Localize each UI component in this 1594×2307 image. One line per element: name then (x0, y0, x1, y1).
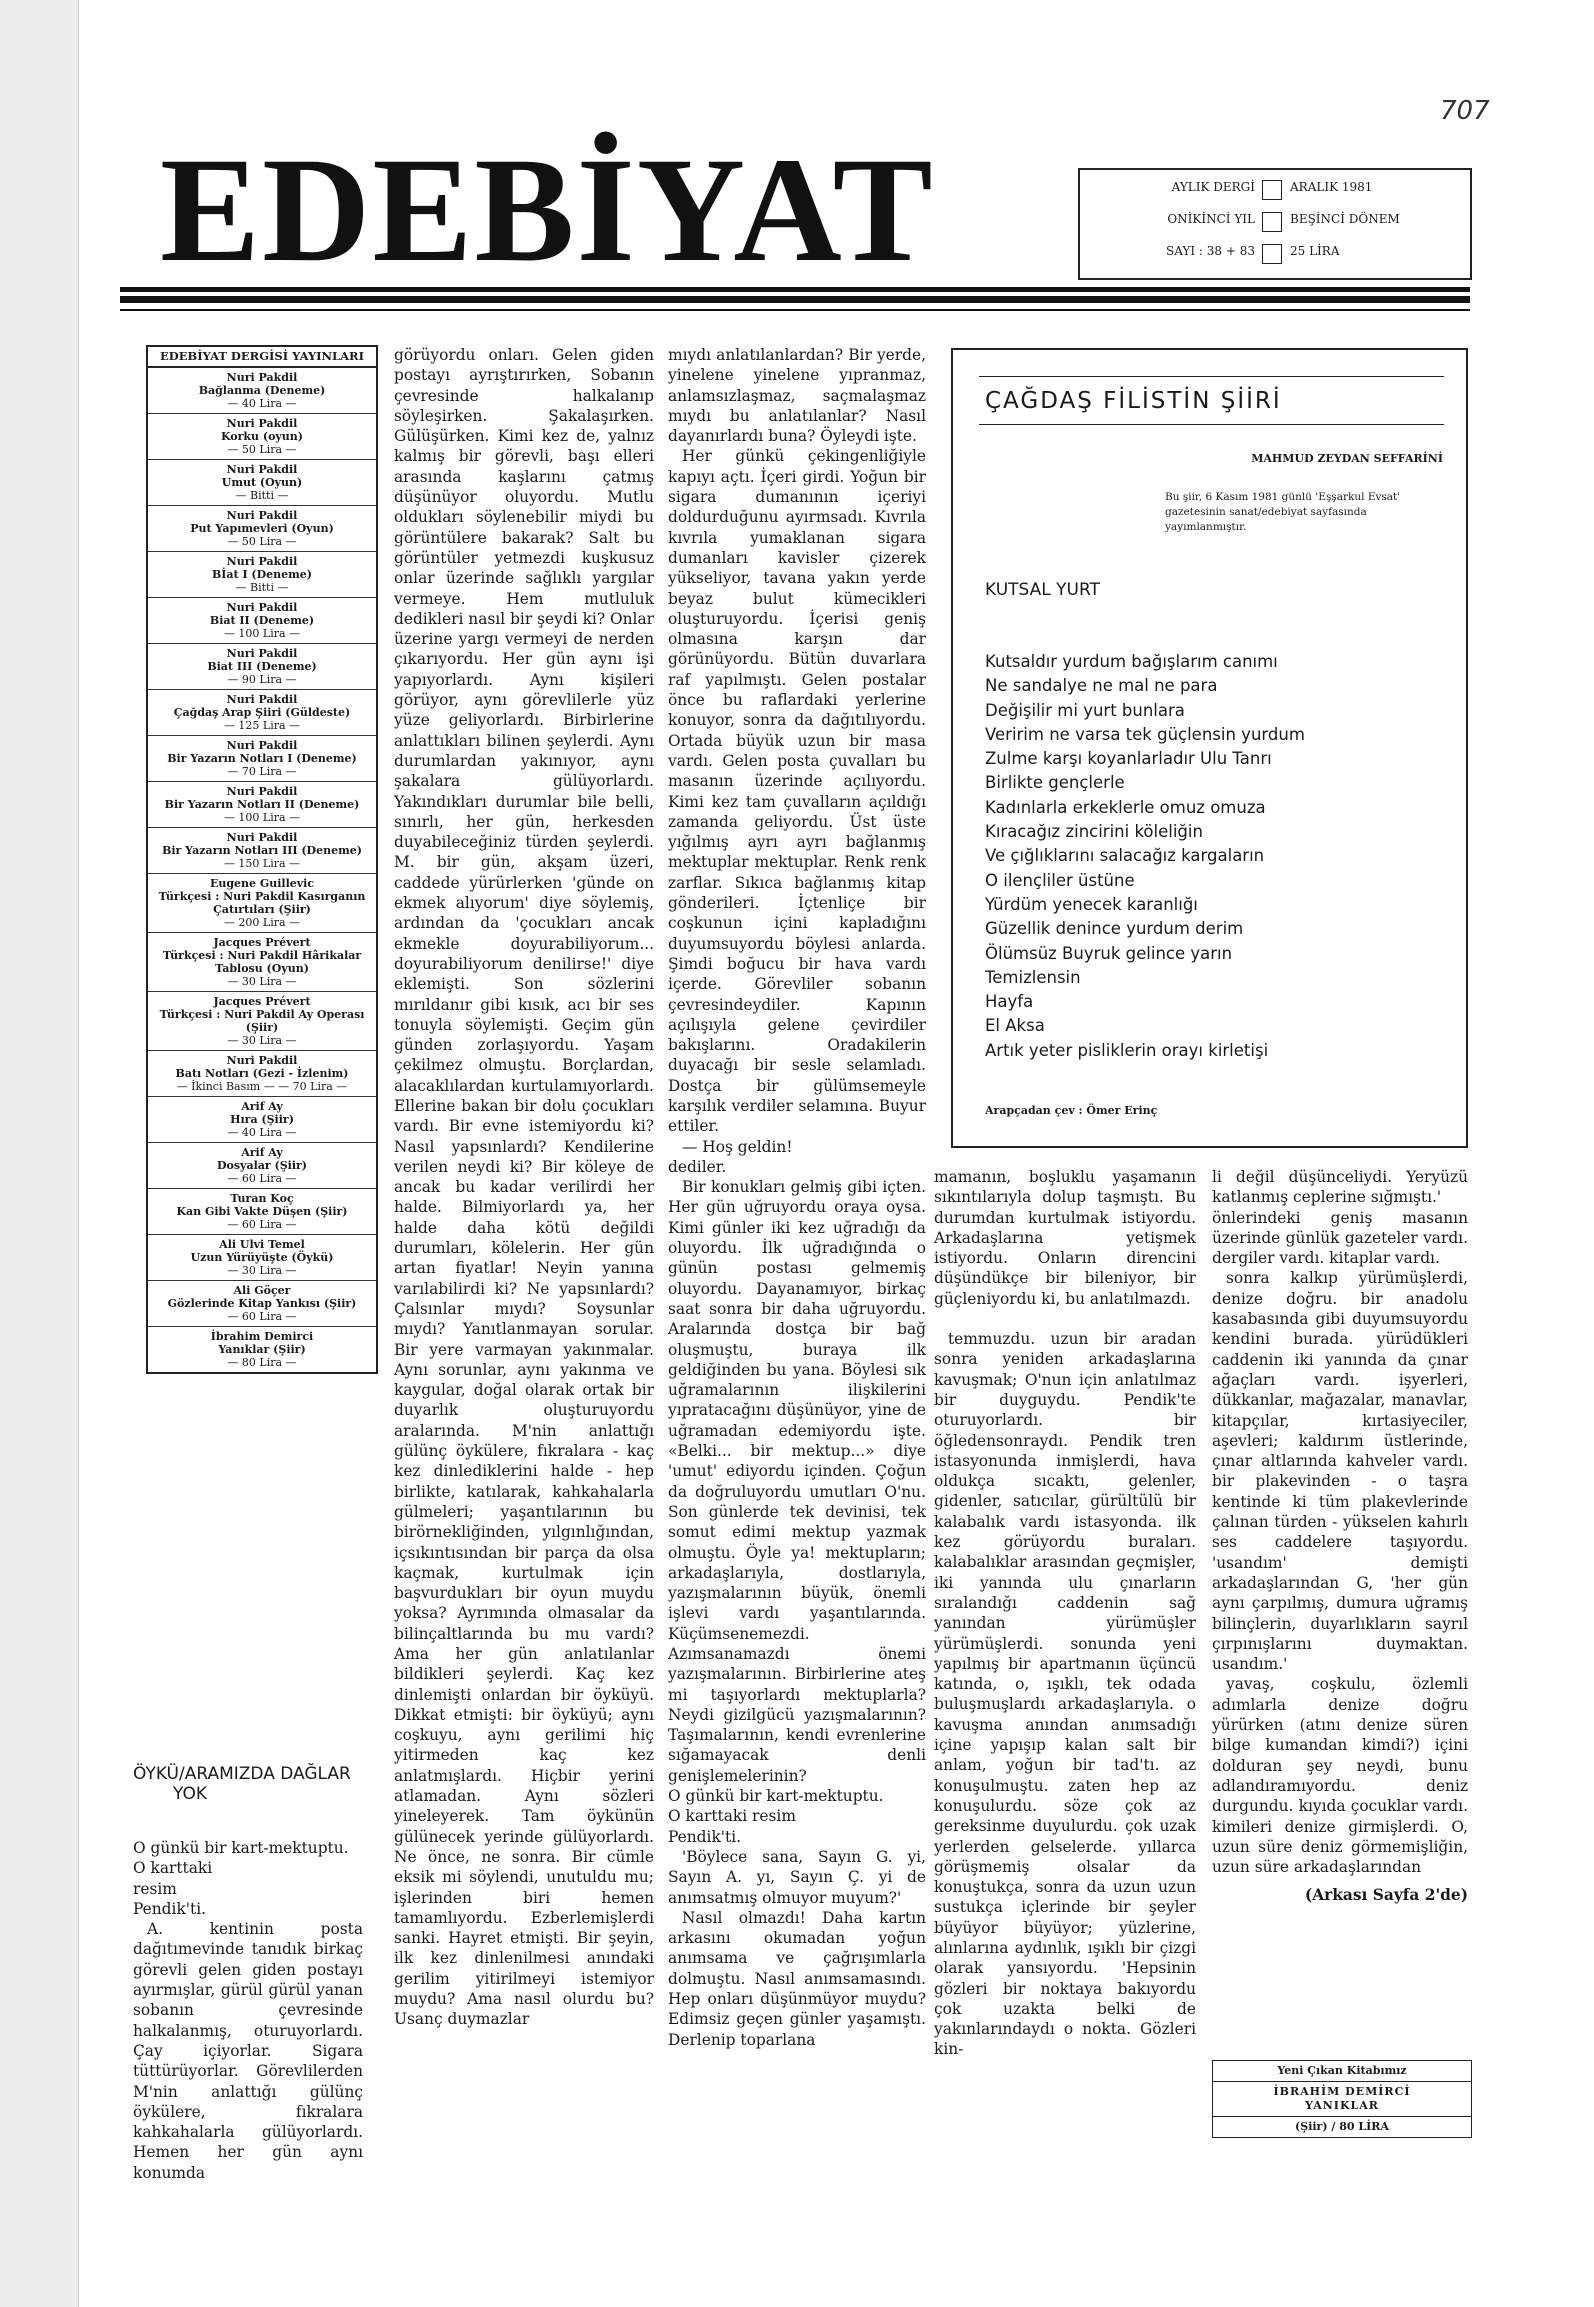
publication-item (148, 414, 376, 460)
publication-title: Çağdaş Arap Şiiri (Güldeste) (173, 706, 351, 719)
poem-rule (979, 376, 1444, 377)
publication-author: Eugene Guillevic (209, 877, 315, 890)
publication-title: Bir Yazarın Notları III (Deneme) (162, 844, 362, 857)
publication-title: Türkçesi : Nuri Pakdil Ay Operası (Şiir) (159, 1008, 365, 1034)
publication-title: Yanıklar (Şiir) (218, 1343, 306, 1356)
publication-price: — 100 Lira — (223, 811, 301, 824)
publication-price: — 150 Lira — (223, 857, 301, 870)
book-ad-heading: Yeni Çıkan Kitabımız (1213, 2061, 1471, 2082)
poem-line: El Aksa (985, 1016, 1045, 1036)
publication-author: Nuri Pakdil (226, 555, 298, 568)
publication-title: Umut (Oyun) (221, 476, 303, 489)
masthead-rule (120, 309, 1470, 311)
publication-price: — Bitti — (235, 581, 289, 594)
publication-title: Uzun Yürüyüşte (Öykü) (190, 1251, 334, 1264)
story-paragraph: önlerindeki geniş masanın üzerinde günlük gazeteler vardı. dergiler vardı. kitaplar vardı. (1212, 1208, 1468, 1268)
story-paragraph: O günkü bir kart-mektuptu. (668, 1787, 884, 1806)
poem-lines (985, 650, 1455, 1063)
publication-author: Jacques Prévert (213, 936, 311, 949)
issue-info-left: AYLIK DERGİ (1171, 180, 1255, 194)
story-title-line: YOK (173, 1784, 207, 1804)
publication-item (148, 1051, 376, 1097)
publication-title: Dosyalar (Şiir) (216, 1159, 308, 1172)
publication-item (148, 992, 376, 1051)
poem-section-title: ÇAĞDAŞ FİLİSTİN ŞİİRİ (985, 388, 1282, 414)
issue-info-row (1080, 244, 1470, 268)
masthead-rule (120, 296, 1470, 303)
story-paragraph: resim (133, 1879, 177, 1898)
story-paragraph: sonra kalkıp yürümüşlerdi, denize doğru. bir anadolu kasabasında gibi duyumsuyordu kendini burada. yürüdükleri caddenin iki yanında da çınar ağaçları vardı. işyerleri, dükkanlar, mağazalar, manavlar, kitapçılar, kırtasiyeciler, aşevleri; kaldırım üstlerinde, çınar altlarında kahveler vardı. bir plakevinden - o taşra kentinde ki tüm plakevlerinde çalınan türden - yükselen kahırlı ses caddelere taşıyordu. 'usandım' demişti arkadaşlarından G, 'her gün aynı çarpılmış, dumura uğramış bilinçlerin, duyarlıkların sayrıl çırpınışlarını duymaktan. usandım.' (1212, 1269, 1468, 1674)
poem-rule (979, 424, 1444, 425)
publication-item (148, 644, 376, 690)
publication-price: — 40 Lira — (227, 397, 297, 410)
poem-line: Veririm ne varsa tek güçlensin yurdum (985, 724, 1305, 744)
book-ad (1212, 2060, 1472, 2138)
poem-line: Ölümsüz Buyruk gelince yarın (985, 943, 1233, 963)
publication-price: — Bitti — (235, 489, 289, 502)
publication-item (148, 874, 376, 933)
story-paragraph: O karttaki (133, 1859, 213, 1878)
poem-box (951, 348, 1468, 1148)
publication-author: Nuri Pakdil (226, 601, 298, 614)
poem-line: Kadınlarla erkeklerle omuz omuza (985, 797, 1266, 817)
story-paragraph: yavaş, coşkulu, özlemli adımlarla denize doğru yürürken (atını denize süren bilge kumandan kimdi?) içini dolduran şey neydi, bunu adlandıramıyordu. deniz durgundu. kıyıda çocuklar vardı. kimileri denize girmişlerdi. O, uzun süre deniz görmemişliğin, uzun süre arkadaşlarından (1212, 1675, 1468, 1877)
publication-author: Nuri Pakdil (226, 693, 298, 706)
publication-author: Nuri Pakdil (226, 371, 298, 384)
publication-item (148, 460, 376, 506)
publication-item (148, 690, 376, 736)
publication-item (148, 828, 376, 874)
poem-line: Artık yeter pisliklerin orayı kirletişi (985, 1040, 1269, 1060)
publication-title: Biat II (Deneme) (209, 614, 315, 627)
story-paragraph: A. kentinin posta dağıtımevinde tanıdık birkaç görevli gelen giden postayı ayırmışlar, gürül gürül yanan sobanın çevresinde halkalanmış, oturuyorlardı. Çay içiyorlar. Sigara tüttürüyorlar. Görevlilerden M'nin anlattığı gülünç öykülere, fıkralara kahkahalarla gülüyorlardı. Hemen her gün aynı konumda (133, 1920, 363, 2182)
issue-info-left: SAYI : 38 + 83 (1166, 244, 1255, 258)
issue-info-box (1078, 168, 1472, 280)
poem-line: Kıracağız zincirini köleliğin (985, 822, 1203, 842)
publication-title: Hıra (Şiir) (230, 1113, 294, 1126)
publication-item (148, 1097, 376, 1143)
poem-line: Kutsaldır yurdum bağışlarım canımı (985, 652, 1278, 671)
poem-line: Birlikte gençlerle (985, 773, 1125, 793)
story-paragraph: dediler. (668, 1157, 727, 1176)
poem-line: Zulme karşı koyanlarladır Ulu Tanrı (985, 749, 1272, 769)
publication-author: Nuri Pakdil (226, 785, 298, 798)
publication-title: Gözlerinde Kitap Yankısı (Şiir) (167, 1297, 357, 1310)
checkbox-square-icon (1262, 180, 1282, 200)
masthead-title: EDEBİYAT (160, 127, 935, 293)
poem-title: KUTSAL YURT (985, 580, 1100, 600)
story-title (133, 1764, 363, 1804)
publication-author: Nuri Pakdil (226, 509, 298, 522)
story-column-3 (668, 345, 926, 2050)
masthead-rule (120, 287, 1470, 292)
page-number: 707 (1440, 96, 1490, 126)
poem-line: Hayfa (985, 992, 1034, 1012)
issue-info-right: BEŞİNCİ DÖNEM (1290, 212, 1400, 226)
poem-note: Bu şiir, 6 Kasım 1981 günlü 'Eşşarkul Evsat' gazetesinin sanat/edebiyat sayfasında yayımlanmıştır. (1165, 491, 1401, 533)
publication-title: Put Yapımevleri (Oyun) (190, 522, 334, 535)
publication-price: — 30 Lira — (227, 1264, 297, 1277)
publication-author: Ali Göçer (233, 1284, 291, 1297)
publication-item (148, 598, 376, 644)
poem-line: Değişilir mi yurt bunlara (985, 700, 1185, 720)
story-paragraph: 'Böylece sana, Sayın G. yi, Sayın A. yı, Sayın Ç. yi de anımsatmış olmuyor muyum?' (668, 1847, 926, 1907)
publication-author: Arif Ay (241, 1100, 283, 1113)
publication-item (148, 552, 376, 598)
poem-line: Ve çığlıklarını salacağız kargaların (985, 846, 1265, 866)
checkbox-square-icon (1262, 212, 1282, 232)
publication-price: — 50 Lira — (227, 535, 297, 548)
story-column-5 (1212, 1167, 1468, 1906)
publication-title: Bir Yazarın Notları II (Deneme) (164, 798, 360, 811)
book-ad-price: (Şiir) / 80 LİRA (1295, 2120, 1389, 2133)
publication-title: Bağlanma (Deneme) (198, 384, 326, 397)
publication-title: Bir Yazarın Notları I (Deneme) (167, 752, 357, 765)
publication-price: — 50 Lira — (227, 443, 297, 456)
story-title-line: ÖYKÜ/ARAMIZDA DAĞLAR (133, 1764, 351, 1784)
publication-title: Kan Gibi Vakte Düşen (Şiir) (176, 1205, 348, 1218)
poem-translator: Arapçadan çev : Ömer Erinç (985, 1104, 1158, 1117)
publication-author: Nuri Pakdil (226, 463, 298, 476)
publication-author: Nuri Pakdil (226, 647, 298, 660)
story-paragraph: temmuzdu. uzun bir aradan sonra yeniden arkadaşlarına kavuşmak; O'nun için anlatılmaz bir duyguydu. Pendik'te oturuyorlardı. bir öğledensonraydı. Pendik tren istasyonunda inmişlerdi, hava oldukça sıcaktı, gelenler, gidenler, satıcılar, gürültülü bir kalabalık vardı istasyonda. ilk kez görüyordu buraları. kalabalıklar arasından geçmişler, iki yanında ulu çınarların sıralandığı caddenin sağ yanından yürümüşler yürümüşlerdi. sonunda yeni yapılmış bir apartmanın üçüncü katında, o, ışıklı, tek odada buluşmuşlardı arkadaşlarıyla. o kavuşma anından anımsadığı içine yapışıp kalan salt bir anlam, yoğun bir tad'tı. az konuşulmuştu. zaten hep az konuşulurdu. söze çok az gereksinme duyulurdu. çok uzak yerlerden gelselerde. yıllarca görüşmemiş olsalar da konuştukça, sonra da uzun uzun sustukça içlerinde bir şeyler büyüyor büyüyor; yüzlerine, alınlarına aydınlık, ışıklı bir çizgi olarak yansıyordu. 'Hepsinin gözleri bir noktaya bakıyordu çok uzakta belki de yakınlarındaydı o nokta. Gözleri kin- (934, 1330, 1196, 2059)
publication-title: Batı Notları (Gezi - İzlenim) (175, 1067, 349, 1080)
issue-info-row (1080, 212, 1470, 236)
story-paragraph: Bir konukları gelmiş gibi içten. Her gün uğruyordu oraya oysa. Kimi günler iki kez uğradığı da oluyordu. İlk uğradığında o günün postası gelmemiş oluyordu. Dayanamıyor, birkaç saat sonra bir daha uğruyordu. Aralarında dostça bir bağ oluşmuştu, buraya ilk geldiğinden bu yana. Böylesi sık uğramalarının ilişkilerini yıpratacağını düşünüyor, yine de uğramadan edemiyordu işte. «Belki... bir mektup...» diye 'umut' ediyordu içinden. Çoğun da doğruluyordu umutları O'nu. Son günlerde tek devinisi, tek somut edimi mektup yazmak olmuştu. Öyle ya! mektupların; arkadaşlarıyla, dostlarıyla, yazışmalarının büyük, önemli işlevi vardı yaşantılarında. Küçümsenemezdi. Azımsanamazdı önemi yazışmalarının. Birbirlerine ateş mi taşıyorlardı mektuplarla? Neydi gizilgücü yazışmalarının? Taşımalarının, kendi evrenlerine sığamayacak denli genişlemelerinin? (668, 1178, 926, 1785)
issue-info-right: 25 LİRA (1290, 244, 1340, 258)
story-paragraph: mıydı anlatılanlardan? Bir yerde, yinelene yinelene yıpranmaz, anlamsızlaşmaz, saçmalaşmaz mıydı bu anlatılanlar? Nasıl dayanırlardı buna? Öyleydi işte. (668, 346, 926, 446)
publication-price: — 70 Lira — (227, 765, 297, 778)
publication-item (148, 368, 376, 414)
publication-author: Arif Ay (241, 1146, 283, 1159)
story-paragraph: görüyordu onları. Gelen giden postayı ayrıştırırken, Sobanın çevresinde halkalanıp söyleşirken. Şakalaşırken. Gülüşürken. Kimi kez de, yalnız kalmış bir görevli, başı elleri arasında kaşlarını çatmış düşünüyor oluyordu. Mutlu oldukları söylenebilir miydi bu görüntülere bakarak? Salt bu görüntüler yetmezdi kuşkusuz onlar üzerinde sağlıklı yargılar vermeye. Hem mutluluk dedikleri nasıl bir şeydi ki? Onlar üzerine yargı vermeyi de nerden çıkarıyordu. Her gün aynı işi yapıyorlardı. Aynı kişileri görüyor, aynı görevlilerle yüz yüze geliyorlardı. Birbirlerine anlattıkları bilinen şeylerdi. Aynı durumlardan yakınıyor, aynı şakalara gülüyorlardı. Yakındıkları durumlar bile belli, sınırlı, her gün, herkesden duyabileceğiniz türden şeylerdi. M. bir gün, akşam üzeri, caddede yürürlerken 'günde on ekmek alıyorum' diye söylemiş, ardından da 'çocukları ancak ekmekle doyurabiliyorum... doyurabiliyorum denilirse!' diye eklemişti. Son sözlerini mırıldanır gibi kısık, acı bir ses tonuyla söylemişti. Geçim gün günden zorlaşıyordu. Yaşam çekilmez olmuştu. Borçlardan, alacaklılardan kurtulamıyorlardı. Ellerine bakan bir dolu çocukları vardı. Bir evne istemiyordu ki? Nasıl yapsınlardı? Kendilerine verilen neydi ki? Bir köleye de ancak bu kadar verilirdi her halde. Bilmiyorlardı ya, her halde daha kötü değildi durumları, kölelerin. Her gün artan fiyatlar! Neyin yanına varılabilirdi ki? Ne yapsınlardı? Çalsınlar mıydı? Soysunlar mıydı? Yanıtlanmayan sorular. Bir yere varmayan yakınmalar. Aynı sorunlar, aynı yakınma ve kaygular, doğal olarak ortak bir duyarlık oluşturuyordu aralarında. M'nin anlattığı gülünç öykülere, fıkralara - kaç kez dinlediklerini halde - hep birlikte, katılarak, kahkahalarla gülmeleri; yaşantılarının bu birörnekliğinden, yılgınlığından, içsıkıntısından bir parça da olsa kaçmak, kurtulmak için başvurdukları bir oyun muydu yoksa? Ayrımında olmasalar da bilinçaltlarında bu mu vardı? Ama her gün anlatılanlar bildikleri şeylerdi. Kaç kez dinlemişti onlardan bir öyküyü. Dikkat etmişti: bir öyküyü; aynı coşkuyu, aynı gerilimi hiç yitirmeden kaç kez anlatmışlardı. Hiçbir yerini atlamadan. Aynı sözleri yineleyerek. Tam öykünün gülünecek yerinde gülüyorlardı. Ne önce, ne sonra. Bir cümle eksik mi söylendi, unutuldu mu; işlerinden biri hemen tamamlıyordu. Ezberlemişlerdi sanki. Hayret etmişti. Bir şeyin, ilk kez dinlenilmesi anındaki gerilim yitirilmeyi istemiyor muydu? Ama nasıl olurdu bu? Usanç duymazlar (394, 346, 654, 2029)
book-ad-author: İBRAHİM DEMİRCİ (1273, 2085, 1411, 2098)
story-paragraph: Her günkü çekingenliğiyle kapıyı açtı. İçeri girdi. Yoğun bir sigara dumanının içeriyi doldurduğunu ayırmsadı. Kıvrıla kıvrıla yumaklanan sigara dumanları kavisler çizerek yükseliyor, tavana yakın yerde beyaz bulut kümecikleri oluşturuyordu. İçerisi geniş olmasına karşın dar görünüyordu. Bütün duvarlara raf yapılmıştı. Gelen postalar önce bu raflardaki yerlerine konuyor, sonra da dağıtılıyordu. Ortada büyük uzun bir masa vardı. Gelen posta çuvalları bu masanın üzerinde açılıyordu. Kimi kez tam çuvalların açıldığı zamanda geliyordu. Üst üste yığılmış ayrı ayrı bağlanmış mektuplar mektuplar. Renk renk zarflar. Sıkıca bağlanmış kitap gönderileri. İçtenliçe bir coşkunun içini kapladığını duyumsuyordu böylesi anlarda. Şimdi boğucu bir hava vardı içerde. Görevliler sobanın çevresindeydiler. Kapının açılışıyla gelene çevirdiler bakışlarını. Oradakilerin duyacağı bir sesle selamladı. Dostça bir gülümsemeyle karşılık verdiler selamına. Buyur ettiler. (668, 447, 926, 1136)
story-paragraph: Pendik'ti. (133, 1899, 207, 1918)
story-paragraph: Pendik'ti. (668, 1827, 742, 1846)
publication-item (148, 1143, 376, 1189)
publication-price: — İkinci Basım — — 70 Lira — (176, 1080, 348, 1093)
publications-list (146, 345, 378, 1374)
publication-item (148, 506, 376, 552)
story-paragraph: mamanın, boşluklu yaşamanın sıkıntılarıyla dolup taşmıştı. Bu durumdan kurtulmak istiyordu. Arkadaşlarına yetişmek istiyordu. Onların direncini düşündükçe bir bileniyor, bir güçleniyordu ki, bu anlatılmazdı. (934, 1168, 1196, 1308)
poem-line: Temizlensin (985, 967, 1081, 987)
publication-author: Ali Ulvi Temel (219, 1238, 305, 1251)
publication-author: Turan Koç (230, 1192, 294, 1205)
publication-price: — 80 Lira — (227, 1356, 297, 1369)
publication-author: Nuri Pakdil (226, 417, 298, 430)
story-paragraph: Nasıl olmazdı! Daha kartın arkasını okumadan yoğun anımsama ve çağrışımlarla dolmuştu. Nasıl anımsamasındı. Hep onları düşünmüyor muydu? Edimsiz geçen günler yaşamıştı. Derlenip toparlana (668, 1908, 926, 2049)
issue-info-right: ARALIK 1981 (1290, 180, 1373, 194)
publication-item (148, 1327, 376, 1372)
story-paragraph: li değil düşünceliydi. Yeryüzü katlanmış ceplerine sığmıştı.' (1212, 1168, 1468, 1207)
publication-author: Jacques Prévert (213, 995, 311, 1008)
publication-price: — 125 Lira — (223, 719, 301, 732)
story-column-4 (934, 1167, 1196, 2060)
publication-title: Korku (oyun) (220, 430, 304, 443)
story-paragraph: — Hoş geldin! (682, 1137, 793, 1156)
publication-price: — 30 Lira — (227, 1034, 297, 1047)
publication-item (148, 1281, 376, 1327)
publication-price: — 90 Lira — (227, 673, 297, 686)
publication-item (148, 933, 376, 992)
publication-author: Nuri Pakdil (226, 1054, 298, 1067)
poem-line: Güzellik denince yurdum derim (985, 919, 1244, 939)
continued-note: (Arkası Sayfa 2'de) (1304, 1886, 1468, 1905)
publication-title: Bİat I (Deneme) (211, 568, 313, 581)
poem-line: Yürdüm yenecek karanlığı (985, 894, 1198, 914)
book-ad-title: YANIKLAR (1213, 2099, 1471, 2117)
publication-price: — 200 Lira — (223, 916, 301, 929)
publication-price: — 30 Lira — (227, 975, 297, 988)
story-column-2 (394, 345, 654, 2030)
publication-price: — 60 Lira — (227, 1218, 297, 1231)
story-column-1 (133, 1838, 363, 2183)
publication-item (148, 782, 376, 828)
publication-author: Nuri Pakdil (226, 831, 298, 844)
story-paragraph: O karttaki resim (668, 1807, 796, 1826)
publication-title: Türkçesi : Nuri Pakdil Hârikalar Tablosu (Oyun) (162, 949, 362, 975)
publication-title: Biat III (Deneme) (207, 660, 317, 673)
publication-price: — 40 Lira — (227, 1126, 297, 1139)
issue-info-left: ONİKİNCİ YIL (1167, 212, 1255, 226)
poem-line: Ne sandalye ne mal ne para (985, 676, 1218, 696)
publication-title: Türkçesi : Nuri Pakdil Kasırganın Çatırtıları (Şiir) (158, 890, 366, 916)
issue-info-row (1080, 180, 1470, 204)
binding-margin (0, 0, 79, 2307)
story-paragraph: O günkü bir kart-mektuptu. (133, 1839, 349, 1857)
publication-author: Nuri Pakdil (226, 739, 298, 752)
publication-price: — 60 Lira — (227, 1172, 297, 1185)
publications-heading: EDEBİYAT DERGİSİ YAYINLARI (148, 347, 376, 368)
publication-author: İbrahim Demirci (210, 1330, 314, 1343)
publication-price: — 60 Lira — (227, 1310, 297, 1323)
publication-item (148, 1235, 376, 1281)
checkbox-square-icon (1262, 244, 1282, 264)
publication-item (148, 1189, 376, 1235)
publication-item (148, 736, 376, 782)
poem-author: MAHMUD ZEYDAN SEFFARİNİ (1251, 452, 1443, 465)
poem-line: O ilençliler üstüne (985, 870, 1135, 890)
publication-price: — 100 Lira — (223, 627, 301, 640)
